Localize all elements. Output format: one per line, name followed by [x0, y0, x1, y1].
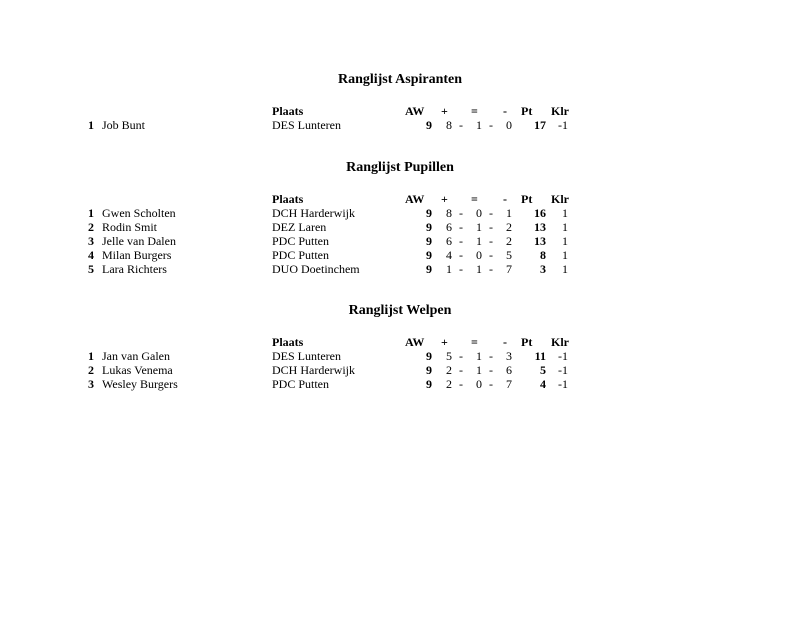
wins: 5: [446, 349, 452, 363]
wins: 6: [446, 234, 452, 248]
club: PDC Putten: [272, 248, 330, 262]
club: DEZ Laren: [272, 220, 327, 234]
player-name: Lukas Venema: [102, 363, 173, 377]
colour-balance: 1: [562, 220, 568, 234]
section-title: Ranglijst Pupillen: [346, 160, 454, 175]
points: 17: [534, 118, 546, 132]
column-header-win: +: [441, 104, 448, 118]
wins: 1: [446, 262, 452, 276]
points: 3: [540, 262, 546, 276]
column-header-win: +: [441, 192, 448, 206]
colour-balance: -1: [558, 118, 568, 132]
games-played: 9: [426, 349, 432, 363]
games-played: 9: [426, 248, 432, 262]
separator: -: [459, 234, 463, 248]
rank: 4: [88, 248, 94, 262]
column-header-draw: =: [471, 335, 478, 349]
column-header-klr: Klr: [551, 104, 569, 118]
player-name: Wesley Burgers: [102, 377, 178, 391]
draws: 1: [476, 363, 482, 377]
draws: 1: [476, 349, 482, 363]
games-played: 9: [426, 377, 432, 391]
column-header-loss: -: [503, 104, 507, 118]
wins: 2: [446, 377, 452, 391]
games-played: 9: [426, 234, 432, 248]
draws: 0: [476, 206, 482, 220]
draws: 1: [476, 220, 482, 234]
separator: -: [489, 262, 493, 276]
losses: 7: [506, 377, 512, 391]
points: 11: [534, 349, 546, 363]
column-header-klr: Klr: [551, 335, 569, 349]
separator: -: [459, 377, 463, 391]
colour-balance: -1: [558, 377, 568, 391]
separator: -: [459, 363, 463, 377]
colour-balance: 1: [562, 234, 568, 248]
rank: 1: [88, 206, 94, 220]
separator: -: [489, 206, 493, 220]
points: 16: [534, 206, 546, 220]
separator: -: [459, 206, 463, 220]
colour-balance: 1: [562, 248, 568, 262]
section-title: Ranglijst Welpen: [348, 303, 452, 318]
separator: -: [489, 363, 493, 377]
rank: 2: [88, 363, 94, 377]
colour-balance: -1: [558, 363, 568, 377]
player-name: Job Bunt: [102, 118, 146, 132]
separator: -: [489, 118, 493, 132]
club: DES Lunteren: [272, 118, 341, 132]
losses: 0: [506, 118, 512, 132]
colour-balance: 1: [562, 262, 568, 276]
wins: 2: [446, 363, 452, 377]
rank: 3: [88, 377, 94, 391]
club: DES Lunteren: [272, 349, 341, 363]
section-title: Ranglijst Aspiranten: [337, 72, 463, 87]
draws: 1: [476, 262, 482, 276]
colour-balance: -1: [558, 349, 568, 363]
column-header-klr: Klr: [551, 192, 569, 206]
player-name: Gwen Scholten: [102, 206, 176, 220]
column-header-pt: Pt: [521, 192, 533, 206]
wins: 4: [446, 248, 452, 262]
losses: 1: [506, 206, 512, 220]
column-header-plaats: Plaats: [272, 335, 304, 349]
player-name: Jelle van Dalen: [102, 234, 176, 248]
column-header-aw: AW: [405, 335, 425, 349]
club: DCH Harderwijk: [272, 363, 355, 377]
losses: 2: [506, 234, 512, 248]
losses: 2: [506, 220, 512, 234]
column-header-aw: AW: [405, 104, 425, 118]
points: 4: [540, 377, 546, 391]
club: DCH Harderwijk: [272, 206, 355, 220]
player-name: Jan van Galen: [102, 349, 170, 363]
separator: -: [489, 234, 493, 248]
games-played: 9: [426, 363, 432, 377]
points: 13: [534, 234, 546, 248]
rank: 2: [88, 220, 94, 234]
games-played: 9: [426, 206, 432, 220]
column-header-plaats: Plaats: [272, 104, 304, 118]
wins: 8: [446, 118, 452, 132]
games-played: 9: [426, 262, 432, 276]
separator: -: [459, 262, 463, 276]
column-header-plaats: Plaats: [272, 192, 304, 206]
rank: 1: [88, 118, 94, 132]
column-header-win: +: [441, 335, 448, 349]
games-played: 9: [426, 118, 432, 132]
column-header-aw: AW: [405, 192, 425, 206]
separator: -: [489, 349, 493, 363]
rank: 1: [88, 349, 94, 363]
colour-balance: 1: [562, 206, 568, 220]
separator: -: [459, 220, 463, 234]
separator: -: [489, 220, 493, 234]
separator: -: [489, 377, 493, 391]
wins: 8: [446, 206, 452, 220]
rank: 5: [88, 262, 94, 276]
losses: 3: [506, 349, 512, 363]
points: 8: [540, 248, 546, 262]
wins: 6: [446, 220, 452, 234]
points: 13: [534, 220, 546, 234]
draws: 0: [476, 248, 482, 262]
separator: -: [459, 118, 463, 132]
column-header-loss: -: [503, 335, 507, 349]
column-header-pt: Pt: [521, 104, 533, 118]
points: 5: [540, 363, 546, 377]
losses: 6: [506, 363, 512, 377]
column-header-draw: =: [471, 192, 478, 206]
draws: 1: [476, 234, 482, 248]
losses: 7: [506, 262, 512, 276]
draws: 0: [476, 377, 482, 391]
draws: 1: [476, 118, 482, 132]
player-name: Milan Burgers: [102, 248, 172, 262]
separator: -: [459, 349, 463, 363]
player-name: Rodin Smit: [102, 220, 158, 234]
column-header-pt: Pt: [521, 335, 533, 349]
player-name: Lara Richters: [102, 262, 167, 276]
games-played: 9: [426, 220, 432, 234]
column-header-loss: -: [503, 192, 507, 206]
column-header-draw: =: [471, 104, 478, 118]
club: PDC Putten: [272, 377, 330, 391]
losses: 5: [506, 248, 512, 262]
club: DUO Doetinchem: [272, 262, 360, 276]
separator: -: [489, 248, 493, 262]
rank: 3: [88, 234, 94, 248]
separator: -: [459, 248, 463, 262]
club: PDC Putten: [272, 234, 330, 248]
